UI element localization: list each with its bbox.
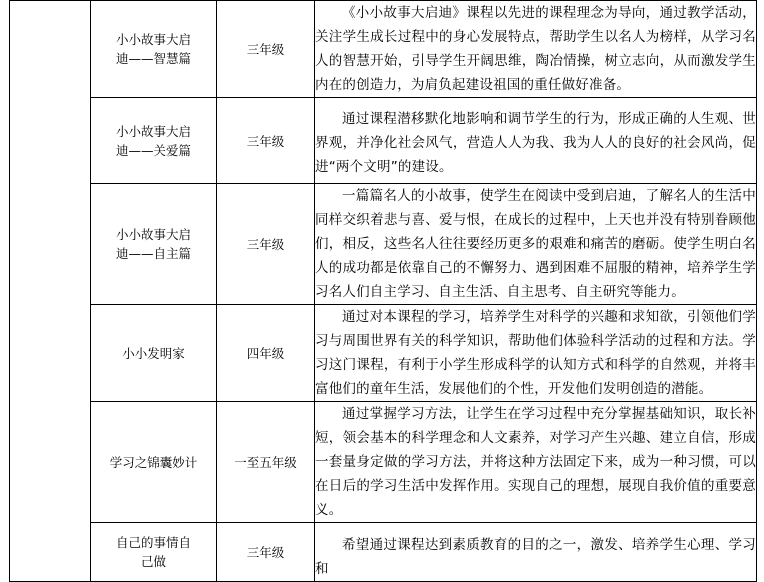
merged-blank-cell (10, 1, 91, 582)
grade-text: 四年级 (246, 346, 285, 361)
table-row (10, 402, 757, 523)
grade-text: 三年级 (246, 545, 285, 560)
description-cell (315, 523, 757, 582)
course-name-cell (91, 184, 217, 305)
description-cell (315, 1, 757, 98)
course-name: 小小故事大启迪——关爱篇 (115, 123, 191, 158)
grade-text: 三年级 (246, 133, 285, 149)
table-row (10, 523, 757, 582)
course-name-cell (91, 1, 217, 98)
description-text: 一篇篇名人的小故事，使学生在阅读中受到启迪，了解名人的生活中同样交织着悲与喜、爱与恨，在成长的过程中，上天也并没有特别眷顾他们，相反，这些名人往往要经历更多的艰难和痛苦的磨砺。使学生明白名人的成功都是依靠自己的不懈努力、遇到困难不屈服的精神，培养学生学习名人们自主学习、自主生活、自主思考、自主研究等能力。 (315, 188, 756, 300)
description-text: 《小小故事大启迪》课程以先进的课程理念为导向，通过教学活动，关注学生成长过程中的身心发展特点，帮助学生以名人为榜样，从学习名人的智慧开始，引导学生开阔思维，陶冶情操，树立志向，从而激发学生内在的创造力，为肩负起建设祖国的重任做好准备。 (315, 5, 756, 93)
grade-cell (217, 523, 315, 582)
description-text: 通过课程潜移默化地影响和调节学生的行为，形成正确的人生观、世界观，并净化社会风气，营造人人为我、我为人人的良好的社会风尚，促进“两个文明”的建设。 (315, 111, 756, 175)
description-cell (315, 184, 757, 305)
grade-text: 三年级 (246, 42, 285, 57)
description-cell (315, 402, 757, 523)
course-name: 自己的事情自己做 (115, 535, 191, 569)
course-table (9, 0, 757, 582)
table-row (10, 184, 757, 305)
table-row (10, 1, 757, 98)
grade-cell (217, 402, 315, 523)
description-text: 通过对本课程的学习，培养学生对科学的兴趣和求知欲，引领他们学习与周围世界有关的科学知识，帮助他们体验科学活动的过程和方法。学习这门课程，有利于小学生形成科学的认知方式和科学的自然观，并将丰富他们的童年生活，发展他们的个性，开发他们发明创造的潜能。 (315, 309, 756, 397)
grade-cell (217, 184, 315, 305)
course-name: 小小发明家 (122, 345, 185, 361)
course-name: 小小故事大启迪——自主篇 (115, 227, 191, 261)
grade-text: 三年级 (246, 237, 285, 252)
description-cell (315, 98, 757, 184)
grade-cell (217, 98, 315, 184)
grade-cell (217, 305, 315, 402)
description-text: 希望通过课程达到素质教育的目的之一，激发、培养学生心理、学习和 (315, 537, 756, 577)
description-text: 通过掌握学习方法，让学生在学习过程中充分掌握基础知识，取长补短，领会基本的科学理念和人文素养，对学习产生兴趣、建立自信，形成一套量身定做的学习方法，并将这种方法固定下来，成为一种习惯，可以在日后的学习生活中发挥作用。实现自己的理想，展现自我价值的重要意义。 (315, 406, 756, 518)
grade-cell (217, 1, 315, 98)
course-name-cell (91, 523, 217, 582)
course-name: 学习之锦囊妙计 (109, 454, 198, 470)
description-cell (315, 305, 757, 402)
course-name-cell (91, 98, 217, 184)
course-name-cell (91, 305, 217, 402)
course-name-cell (91, 402, 217, 523)
grade-text: 一至五年级 (234, 455, 297, 470)
table-row (10, 305, 757, 402)
table-row (10, 98, 757, 184)
course-name: 小小故事大启迪——智慧篇 (115, 32, 191, 66)
